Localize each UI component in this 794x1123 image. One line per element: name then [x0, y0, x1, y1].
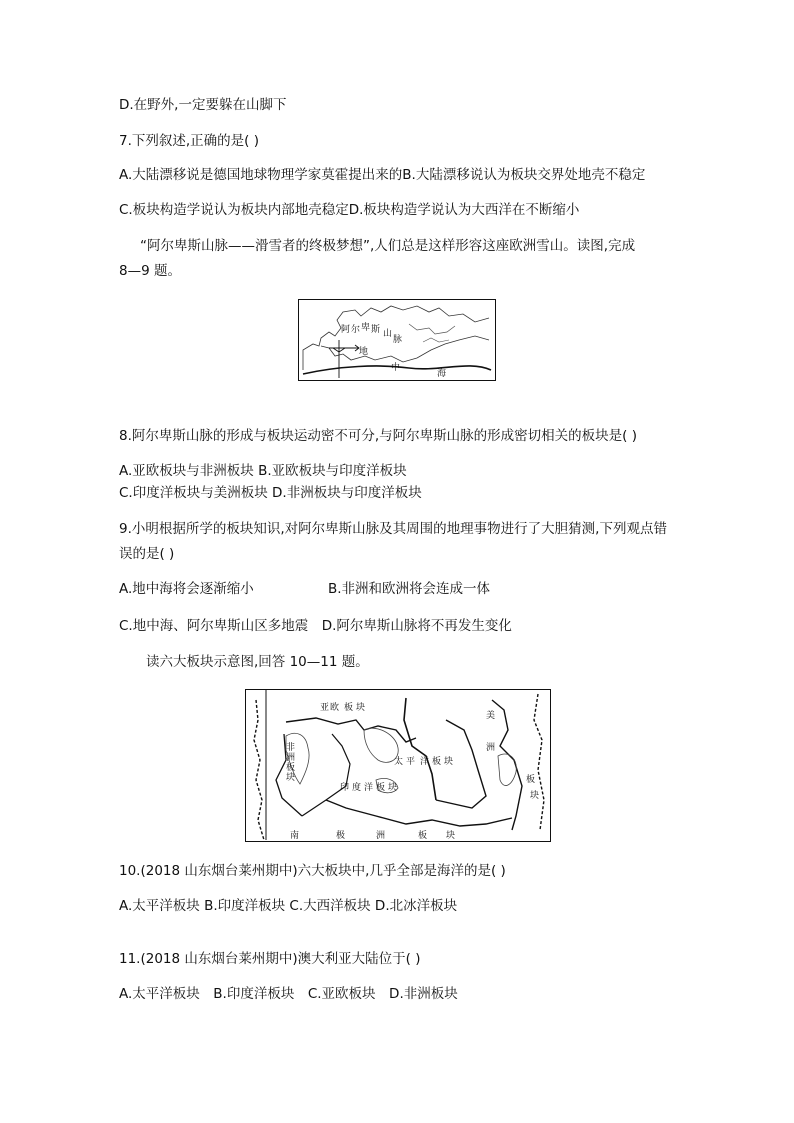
map-label: 卑 — [361, 323, 371, 333]
map-label: 板 — [418, 831, 428, 841]
option-line: A.太平洋板块 B.印度洋板块 C.亚欧板块 D.非洲板块 — [119, 986, 458, 1002]
map-label: 斯 — [371, 325, 381, 335]
map-label: 山 — [383, 329, 393, 339]
map-label: 块 — [356, 703, 366, 713]
map-label: 洋 — [420, 757, 430, 767]
map-label: 印 — [340, 783, 350, 793]
question-line: 10.(2018 山东烟台莱州期中)六大板块中,几乎全部是海洋的是( ) — [119, 863, 506, 879]
plates-map — [245, 689, 551, 842]
map-label: 极 — [336, 831, 346, 841]
map-label: 洋 — [364, 783, 374, 793]
map-label: 脉 — [393, 335, 403, 345]
map-label: 洲 — [376, 831, 386, 841]
alps-map — [298, 299, 496, 381]
question-line: D.在野外,一定要躲在山脚下 — [119, 97, 287, 113]
map-label: 板 — [376, 783, 386, 793]
question-line: 9.小明根据所学的板块知识,对阿尔卑斯山脉及其周围的地理事物进行了大胆猜测,下列观点错 — [119, 521, 667, 537]
question-line: A.大陆漂移说是德国地球物理学家莫霍提出来的B.大陆漂移说认为板块交界处地壳不稳定 — [119, 167, 646, 183]
map-label: 度 — [352, 783, 362, 793]
map-label: 欧 — [330, 703, 340, 713]
map-label: 美 — [486, 711, 496, 721]
map-label: 块 — [388, 783, 398, 793]
question-line: 误的是( ) — [119, 546, 175, 562]
question-line: 7.下列叙述,正确的是( ) — [119, 133, 259, 149]
question-line: C.板块构造学说认为板块内部地壳稳定D.板块构造学说认为大西洋在不断缩小 — [119, 202, 580, 218]
intro-paragraph: 8—9 题。 — [119, 263, 181, 279]
intro-paragraph: “阿尔卑斯山脉——滑雪者的终极梦想”,人们总是这样形容这座欧洲雪山。读图,完成 — [140, 238, 636, 254]
map-label: 非 — [286, 743, 296, 753]
map-label: 亚 — [320, 703, 330, 713]
question-line: 11.(2018 山东烟台莱州期中)澳大利亚大陆位于( ) — [119, 951, 421, 967]
map-label: 块 — [446, 831, 456, 841]
map-label: 洲 — [286, 753, 296, 763]
map-label: 块 — [444, 757, 454, 767]
option-line: A.地中海将会逐渐缩小 — [119, 581, 254, 597]
intro-paragraph: 读六大板块示意图,回答 10—11 题。 — [146, 654, 369, 670]
map-label: 太 — [394, 757, 404, 767]
map-label: 洲 — [486, 743, 496, 753]
map-label: 阿 — [341, 325, 351, 335]
map-label: 板 — [526, 775, 536, 785]
option-line: A.太平洋板块 B.印度洋板块 C.大西洋板块 D.北冰洋板块 — [119, 898, 458, 914]
map-label: 块 — [286, 773, 296, 783]
map-label: 块 — [530, 791, 540, 801]
map-label: 板 — [286, 763, 296, 773]
option-line: C.地中海、阿尔卑斯山区多地震 D.阿尔卑斯山脉将不再发生变化 — [119, 618, 512, 634]
question-line: 8.阿尔卑斯山脉的形成与板块运动密不可分,与阿尔卑斯山脉的形成密切相关的板块是( ) — [119, 428, 637, 444]
map-label: 板 — [344, 703, 354, 713]
map-label: 海 — [437, 369, 447, 379]
map-label: 中 — [391, 363, 401, 373]
option-line: A.亚欧板块与非洲板块 B.亚欧板块与印度洋板块 — [119, 463, 407, 479]
map-label: 南 — [290, 831, 300, 841]
map-label: 尔 — [351, 325, 361, 335]
map-label: 地 — [359, 347, 369, 357]
option-line: C.印度洋板块与美洲板块 D.非洲板块与印度洋板块 — [119, 485, 422, 501]
map-label: 板 — [432, 757, 442, 767]
option-line: B.非洲和欧洲将会连成一体 — [328, 581, 491, 597]
map-label: 平 — [406, 757, 416, 767]
